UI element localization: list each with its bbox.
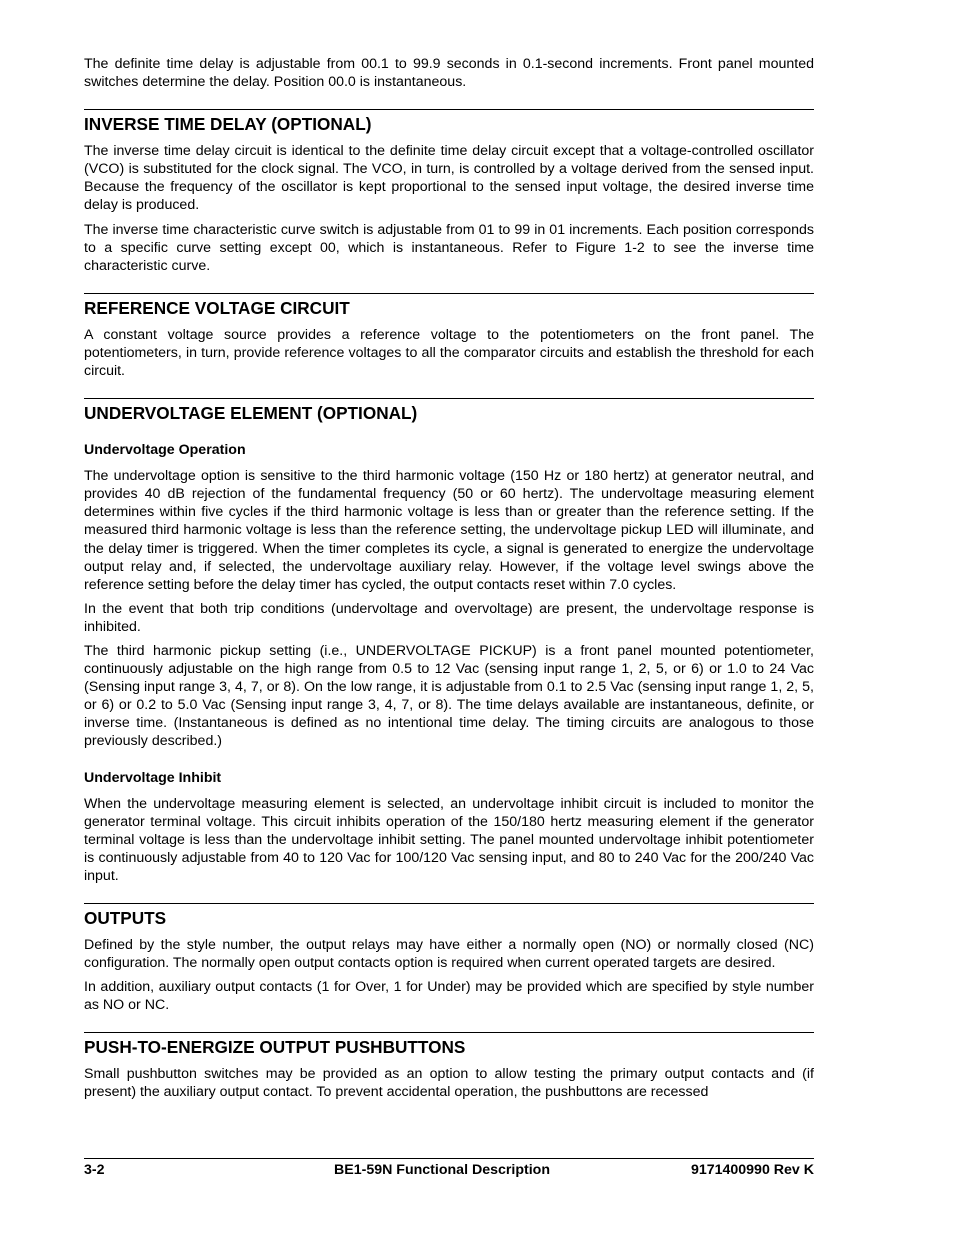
section-heading: OUTPUTS: [84, 908, 167, 928]
body-paragraph: In the event that both trip conditions (undervoltage and overvoltage) are present, the undervoltage response is inhibited.: [84, 600, 814, 635]
subsection-heading: Undervoltage Inhibit: [84, 769, 222, 786]
section-pushbuttons: [84, 1032, 814, 1101]
document-page: [84, 55, 814, 1102]
body-paragraph: When the undervoltage measuring element is selected, an undervoltage inhibit circuit is included to monitor the generator terminal voltage. This circuit inhibits operation of the 150/180 hertz measuring element if the generator terminal voltage is less than the undervoltage inhibit setting. The panel mounted undervoltage inhibit potentiometer is continuously adjustable from 40 to 120 Vac for 100/120 Vac sensing input, and 80 to 240 Vac for the 200/240 Vac input.: [84, 795, 814, 884]
section-reference-voltage: [84, 293, 814, 380]
body-paragraph: Defined by the style number, the output relays may have either a normally open (NO) or normally closed (NC) configuration. The normally open output contacts option is required when current operated targets are desired.: [84, 937, 814, 972]
body-paragraph: The third harmonic pickup setting (i.e., UNDERVOLTAGE PICKUP) is a front panel mounted potentiometer, continuously adjustable on the high range from 0.5 to 12 Vac (sensing input range 1, 2, 5, or 6) or 1.0 to 24 Vac (Sensing input range 3, 4, 7, or 8). On the low range, it is adjustable from 0.1 to 2.5 Vac (sensing input range 1, 2, 5, or 6) or 0.2 to 5.0 Vac (Sensing input range 3, 4, 7, or 8). The time delays available are instantaneous, definite, or inverse time. (Instantaneous is defined as no intentional time delay. The timing circuits are analogous to those previously described.): [84, 642, 814, 750]
section-divider: [84, 1032, 814, 1033]
section-heading: INVERSE TIME DELAY (OPTIONAL): [84, 114, 372, 135]
page-footer: [84, 1158, 814, 1179]
body-paragraph: The inverse time characteristic curve switch is adjustable from 01 to 99 in 01 increments. Each position corresponds to a specific curve setting except 00, which is instantaneous. Refer to Figure 1-2 to see the inverse time characteristic curve.: [84, 221, 814, 274]
body-paragraph: The inverse time delay circuit is identical to the definite time delay circuit except that a voltage-controlled oscillator (VCO) is substituted for the clock signal. The VCO, in turn, is controlled by a voltage derived from the sensed input. Because the frequency of the oscillator is kept proportional to the sensed input voltage, the desired inverse time delay is produced.: [84, 143, 814, 214]
section-heading: REFERENCE VOLTAGE CIRCUIT: [84, 297, 350, 318]
footer-document-number: 9171400990 Rev K: [690, 1162, 814, 1178]
section-divider: [84, 109, 814, 110]
section-divider: [84, 293, 814, 294]
footer-document-title: BE1-59N Functional Description: [334, 1162, 550, 1178]
section-undervoltage-element: [84, 398, 814, 885]
section-heading: UNDERVOLTAGE ELEMENT (OPTIONAL): [84, 403, 418, 424]
intro-paragraph: The definite time delay is adjustable from 00.1 to 99.9 seconds in 0.1-second increments. Front panel mounted switches determine the delay. Position 00.0 is instantaneous.: [84, 56, 814, 91]
body-paragraph: A constant voltage source provides a reference voltage to the potentiometers on the front panel. The potentiometers, in turn, provide reference voltages to all the comparator circuits and establish the threshold for each circuit.: [84, 326, 814, 380]
section-inverse-time-delay: [84, 109, 814, 275]
section-divider: [84, 903, 814, 904]
section-heading: PUSH-TO-ENERGIZE OUTPUT PUSHBUTTONS: [84, 1037, 466, 1058]
body-paragraph: In addition, auxiliary output contacts (1 for Over, 1 for Under) may be provided which are specified by style number as NO or NC.: [84, 979, 814, 1014]
subsection-heading: Undervoltage Operation: [84, 442, 246, 459]
body-paragraph: Small pushbutton switches may be provided as an option to allow testing the primary output contacts and (if present) the auxiliary output contact. To prevent accidental operation, the pushbuttons are recessed: [84, 1066, 814, 1101]
section-outputs: [84, 903, 814, 1014]
footer-page-number: 3-2: [84, 1162, 105, 1178]
section-divider: [84, 398, 814, 399]
body-paragraph: The undervoltage option is sensitive to the third harmonic voltage (150 Hz or 180 hertz) at generator neutral, and provides 40 dB rejection of the fundamental frequency (50 or 60 hertz). The undervoltage measuring element determines within five cycles if the third harmonic voltage is less than or greater than the reference setting. If the measured third harmonic voltage is less than the reference setting, the undervoltage pickup LED will illuminate, and the delay timer is triggered. When the timer completes its cycle, a signal is generated to energize the undervoltage output relay and, if selected, the undervoltage auxiliary relay. However, if the voltage level swings above the reference setting before the delay timer has cycled, the output contacts reset within 7.0 cycles.: [84, 468, 814, 593]
